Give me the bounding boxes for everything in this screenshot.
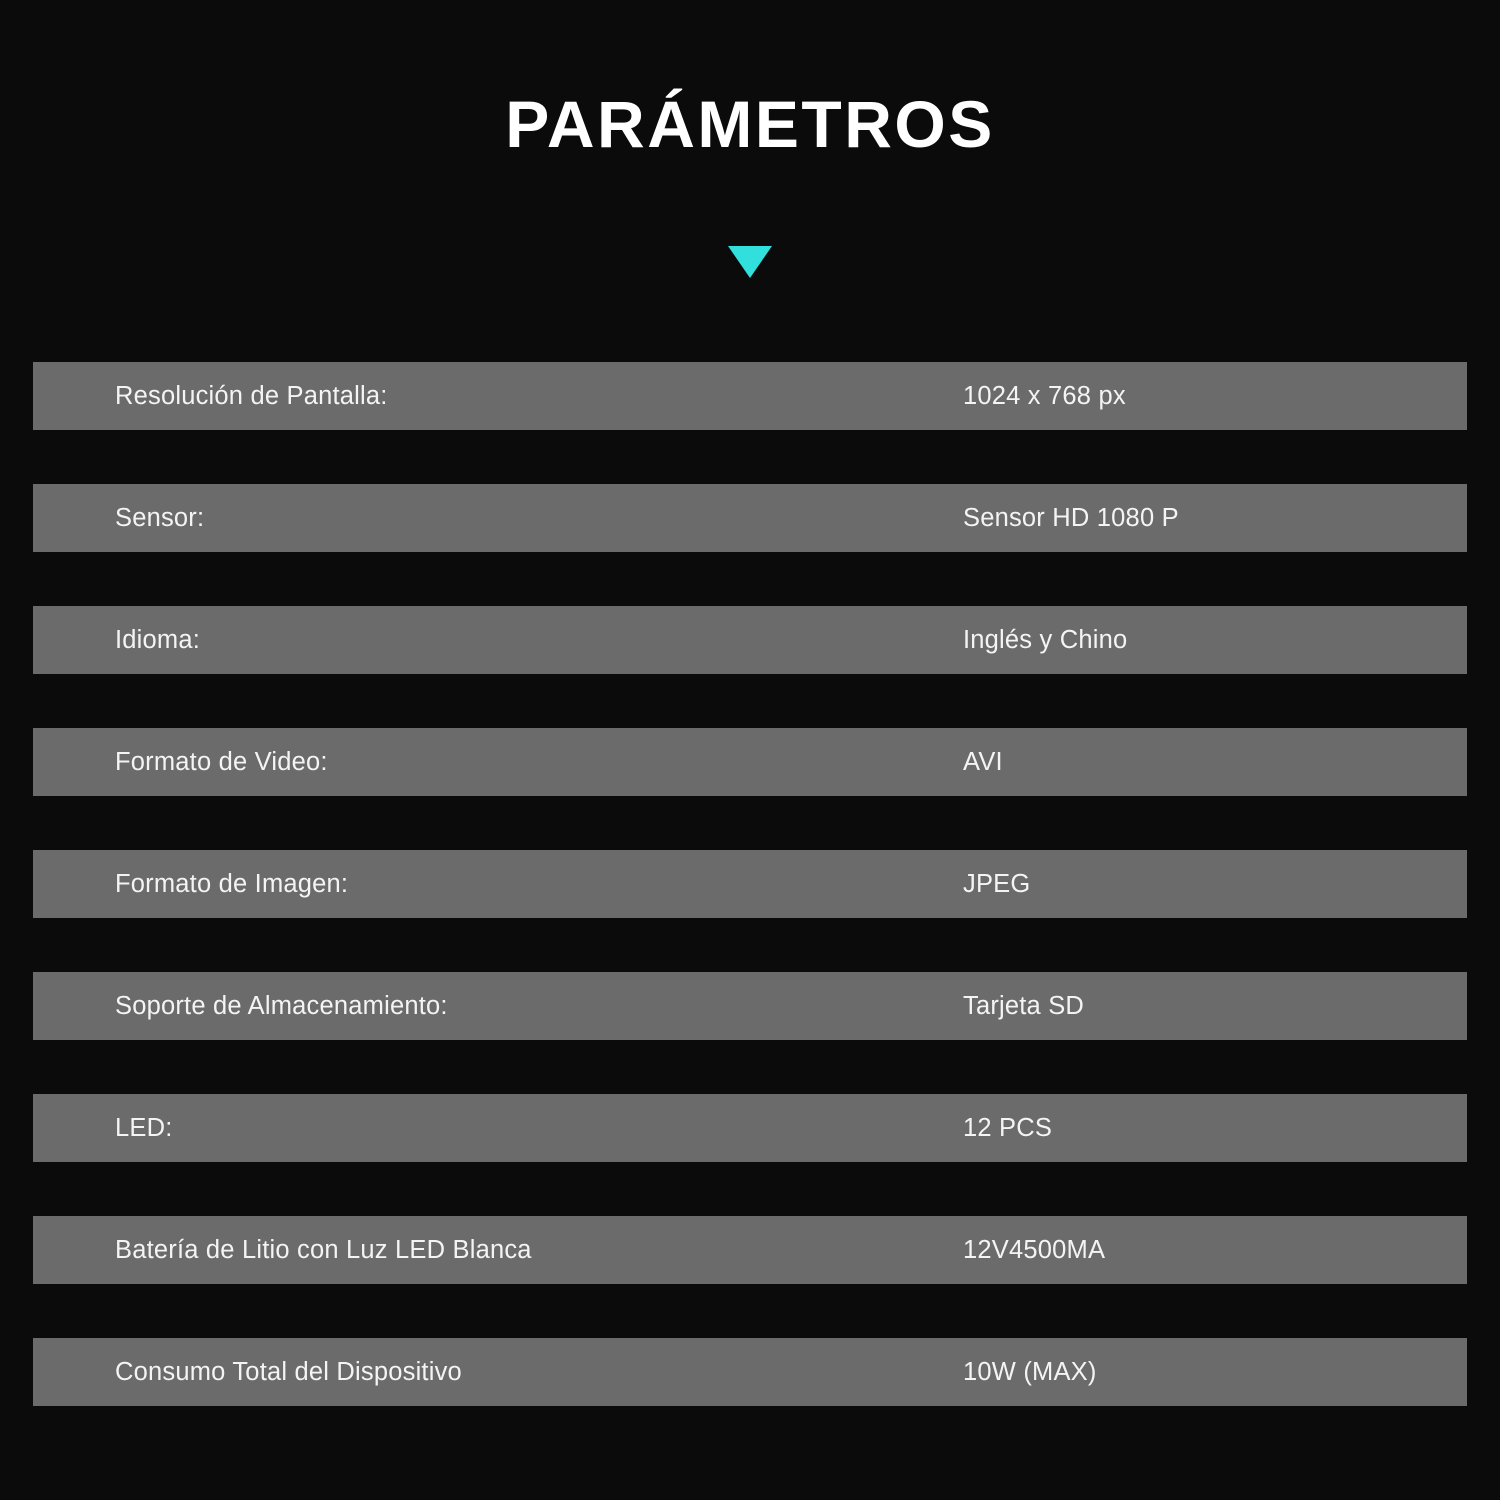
table-row <box>33 1216 1467 1284</box>
table-row <box>33 728 1467 796</box>
table-row <box>33 362 1467 430</box>
spec-label: Soporte de Almacenamiento: <box>115 991 448 1020</box>
spec-label: Formato de Video: <box>115 747 328 776</box>
table-row <box>33 850 1467 918</box>
spec-value: 10W (MAX) <box>963 1357 1097 1386</box>
title-divider <box>0 246 1500 278</box>
spec-value: Inglés y Chino <box>963 625 1128 654</box>
spec-label: Consumo Total del Dispositivo <box>115 1357 462 1386</box>
spec-label: Batería de Litio con Luz LED Blanca <box>115 1235 532 1264</box>
spec-label: Resolución de Pantalla: <box>115 381 388 410</box>
spec-value: 1024 x 768 px <box>963 381 1126 410</box>
spec-value: Tarjeta SD <box>963 991 1085 1020</box>
table-row <box>33 1338 1467 1406</box>
spec-label: Idioma: <box>115 625 201 654</box>
spec-label: Formato de Imagen: <box>115 869 349 898</box>
spec-value: Sensor HD 1080 P <box>963 503 1179 532</box>
spec-value: AVI <box>963 747 1003 776</box>
triangle-down-icon <box>728 246 772 278</box>
table-row <box>33 1094 1467 1162</box>
table-row <box>33 606 1467 674</box>
specifications-table <box>33 362 1467 1406</box>
table-row <box>33 484 1467 552</box>
spec-label: Sensor: <box>115 503 205 532</box>
spec-label: LED: <box>115 1113 173 1142</box>
spec-value: 12 PCS <box>963 1113 1053 1142</box>
table-row <box>33 972 1467 1040</box>
page-title: PARÁMETROS <box>505 87 995 161</box>
spec-value: JPEG <box>963 869 1031 898</box>
spec-value: 12V4500MA <box>963 1235 1106 1264</box>
